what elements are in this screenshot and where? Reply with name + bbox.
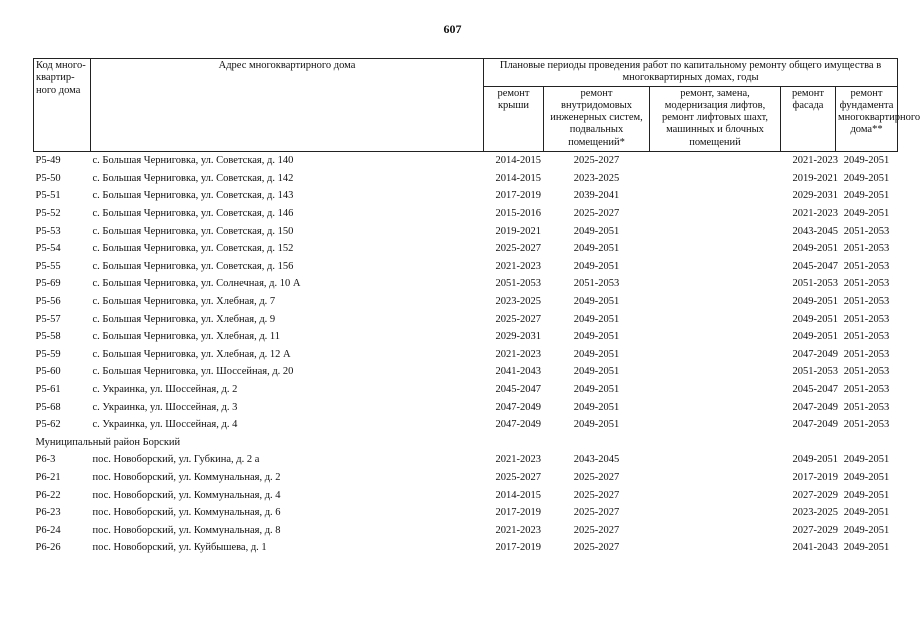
table-row <box>34 364 898 382</box>
row-utilities-period: 2049-2051 <box>573 348 620 360</box>
row-code: Р6-21 <box>35 471 61 483</box>
row-facade-period: 2021-2023 <box>792 155 838 167</box>
row-lifts-period <box>650 487 781 505</box>
row-lifts-period <box>650 399 781 417</box>
row-utilities-period: 2049-2051 <box>573 401 620 413</box>
row-address: пос. Новоборский, ул. Куйбышева, д. 1 <box>92 542 267 554</box>
row-address: с. Большая Черниговка, ул. Советская, д. 156 <box>92 260 294 272</box>
row-lifts-period <box>650 504 781 522</box>
row-foundation-period: 2051-2053 <box>843 348 890 360</box>
row-lifts-period <box>650 223 781 241</box>
table-row <box>34 170 898 188</box>
row-foundation-period: 2051-2053 <box>843 383 890 395</box>
row-facade-period: 2049-2051 <box>792 243 838 255</box>
row-code: Р5-69 <box>35 278 61 290</box>
row-code: Р5-68 <box>35 401 61 413</box>
row-address: с. Большая Черниговка, ул. Солнечная, д. 10 А <box>92 278 301 290</box>
row-facade-period: 2045-2047 <box>792 383 838 395</box>
row-lifts-period <box>650 452 781 470</box>
row-roof-period: 2045-2047 <box>495 383 541 395</box>
row-lifts-period <box>650 170 781 188</box>
row-roof-period: 2017-2019 <box>495 190 541 202</box>
row-utilities-period: 2051-2053 <box>573 278 620 290</box>
row-utilities-period: 2025-2027 <box>573 524 620 536</box>
row-utilities-period: 2043-2045 <box>573 454 620 466</box>
row-lifts-period <box>650 205 781 223</box>
row-roof-period: 2025-2027 <box>495 243 541 255</box>
row-address: с. Большая Черниговка, ул. Советская, д. 146 <box>92 208 294 220</box>
row-address: пос. Новоборский, ул. Коммунальная, д. 2 <box>92 471 281 483</box>
row-roof-period: 2025-2027 <box>495 471 541 483</box>
table-row <box>34 522 898 540</box>
row-address: с. Большая Черниговка, ул. Хлебная, д. 7 <box>92 295 276 307</box>
row-roof-period: 2047-2049 <box>495 401 541 413</box>
row-roof-period: 2051-2053 <box>495 278 541 290</box>
row-foundation-period: 2051-2053 <box>843 278 890 290</box>
row-address: с. Украинка, ул. Шоссейная, д. 4 <box>92 419 238 431</box>
row-address: с. Большая Черниговка, ул. Хлебная, д. 11 <box>92 331 281 343</box>
row-lifts-period <box>650 151 781 170</box>
row-address: с. Большая Черниговка, ул. Хлебная, д. 9 <box>92 313 276 325</box>
row-foundation-period: 2049-2051 <box>843 172 890 184</box>
row-address: пос. Новоборский, ул. Коммунальная, д. 8 <box>92 524 281 536</box>
row-roof-period: 2014-2015 <box>495 155 541 167</box>
row-code: Р6-3 <box>35 454 56 466</box>
row-foundation-period: 2049-2051 <box>843 507 890 519</box>
header-code: Код много-квартир-ного дома <box>34 59 91 152</box>
row-roof-period: 2041-2043 <box>495 366 541 378</box>
row-foundation-period: 2049-2051 <box>843 542 890 554</box>
row-foundation-period: 2049-2051 <box>843 471 890 483</box>
section-title: Муниципальный район Борский <box>35 436 181 448</box>
row-code: Р6-22 <box>35 489 61 501</box>
row-roof-period: 2021-2023 <box>495 454 541 466</box>
row-foundation-period: 2051-2053 <box>843 419 890 431</box>
table-row <box>34 311 898 329</box>
row-code: Р5-61 <box>35 383 61 395</box>
header-utilities: ремонт внутридомовых инженерных систем, подвальных помещений* <box>544 86 650 151</box>
row-facade-period: 2027-2029 <box>792 524 838 536</box>
row-foundation-period: 2051-2053 <box>843 260 890 272</box>
row-foundation-period: 2049-2051 <box>843 155 890 167</box>
row-lifts-period <box>650 381 781 399</box>
row-utilities-period: 2049-2051 <box>573 419 620 431</box>
row-lifts-period <box>650 241 781 259</box>
table-row <box>34 469 898 487</box>
page-number: 607 <box>443 22 462 36</box>
table-row <box>34 487 898 505</box>
row-facade-period: 2047-2049 <box>792 401 838 413</box>
row-foundation-period: 2049-2051 <box>843 190 890 202</box>
row-roof-period: 2014-2015 <box>495 489 541 501</box>
row-code: Р6-26 <box>35 542 61 554</box>
row-utilities-period: 2049-2051 <box>573 225 620 237</box>
row-lifts-period <box>650 188 781 206</box>
row-utilities-period: 2049-2051 <box>573 331 620 343</box>
row-utilities-period: 2049-2051 <box>573 313 620 325</box>
row-foundation-period: 2051-2053 <box>843 243 890 255</box>
table-header <box>34 59 920 152</box>
row-roof-period: 2021-2023 <box>495 524 541 536</box>
row-code: Р5-52 <box>35 208 61 220</box>
table-row <box>34 540 898 558</box>
row-lifts-period <box>650 469 781 487</box>
row-roof-period: 2029-2031 <box>495 331 541 343</box>
row-address: с. Большая Черниговка, ул. Шоссейная, д. 20 <box>92 366 294 378</box>
row-code: Р5-51 <box>35 190 61 202</box>
table-row <box>34 276 898 294</box>
table-row <box>34 381 898 399</box>
row-utilities-period: 2049-2051 <box>573 383 620 395</box>
row-foundation-period: 2049-2051 <box>843 454 890 466</box>
row-utilities-period: 2025-2027 <box>573 155 620 167</box>
row-lifts-period <box>650 522 781 540</box>
row-utilities-period: 2025-2027 <box>573 471 620 483</box>
row-lifts-period <box>650 540 781 558</box>
row-roof-period: 2021-2023 <box>495 348 541 360</box>
row-lifts-period <box>650 276 781 294</box>
row-code: Р5-59 <box>35 348 61 360</box>
row-lifts-period <box>650 329 781 347</box>
row-roof-period: 2021-2023 <box>495 260 541 272</box>
table-row <box>34 417 898 435</box>
row-foundation-period: 2049-2051 <box>843 208 890 220</box>
row-foundation-period: 2049-2051 <box>843 524 890 536</box>
row-address: с. Большая Черниговка, ул. Хлебная, д. 12 А <box>92 348 291 360</box>
row-utilities-period: 2025-2027 <box>573 208 620 220</box>
row-lifts-period <box>650 258 781 276</box>
row-facade-period: 2045-2047 <box>792 260 838 272</box>
row-foundation-period: 2051-2053 <box>843 313 890 325</box>
row-address: с. Большая Черниговка, ул. Советская, д. 140 <box>92 155 294 167</box>
row-utilities-period: 2049-2051 <box>573 243 620 255</box>
row-lifts-period <box>650 417 781 435</box>
table-row <box>34 346 898 364</box>
row-address: с. Большая Черниговка, ул. Советская, д. 150 <box>92 225 294 237</box>
row-address: пос. Новоборский, ул. Губкина, д. 2 а <box>92 454 260 466</box>
row-facade-period: 2049-2051 <box>792 454 838 466</box>
table-row <box>34 329 898 347</box>
row-address: с. Большая Черниговка, ул. Советская, д. 143 <box>92 190 294 202</box>
row-utilities-period: 2049-2051 <box>573 366 620 378</box>
row-address: с. Украинка, ул. Шоссейная, д. 3 <box>92 401 238 413</box>
row-roof-period: 2017-2019 <box>495 507 541 519</box>
row-utilities-period: 2025-2027 <box>573 489 620 501</box>
row-code: Р5-55 <box>35 260 61 272</box>
row-roof-period: 2014-2015 <box>495 172 541 184</box>
header-lifts: ремонт, замена, модернизация лифтов, ремонт лифтовых шахт, машинных и блочных помещений <box>650 86 781 151</box>
row-address: с. Большая Черниговка, ул. Советская, д. 152 <box>92 243 294 255</box>
table-row <box>34 151 898 170</box>
row-facade-period: 2029-2031 <box>792 190 838 202</box>
row-roof-period: 2023-2025 <box>495 295 541 307</box>
row-code: Р6-24 <box>35 524 61 536</box>
row-code: Р5-57 <box>35 313 61 325</box>
row-facade-period: 2041-2043 <box>792 542 838 554</box>
row-code: Р5-53 <box>35 225 61 237</box>
table-row <box>34 241 898 259</box>
row-roof-period: 2047-2049 <box>495 419 541 431</box>
table-row <box>34 223 898 241</box>
row-facade-period: 2051-2053 <box>792 278 838 290</box>
row-code: Р5-60 <box>35 366 61 378</box>
row-code: Р5-54 <box>35 243 61 255</box>
row-facade-period: 2051-2053 <box>792 366 838 378</box>
row-facade-period: 2023-2025 <box>792 507 838 519</box>
table-row <box>34 258 898 276</box>
row-code: Р5-58 <box>35 331 61 343</box>
row-lifts-period <box>650 293 781 311</box>
table-row <box>34 188 898 206</box>
row-foundation-period: 2051-2053 <box>843 295 890 307</box>
repair-schedule-table <box>33 58 920 557</box>
header-roof: ремонт крыши <box>484 86 544 151</box>
row-roof-period: 2025-2027 <box>495 313 541 325</box>
table-row <box>34 452 898 470</box>
row-code: Р5-49 <box>35 155 61 167</box>
header-address: Адрес многоквартирного дома <box>91 59 484 152</box>
row-roof-period: 2019-2021 <box>495 225 541 237</box>
table-row <box>34 399 898 417</box>
row-utilities-period: 2049-2051 <box>573 295 620 307</box>
row-utilities-period: 2023-2025 <box>573 172 620 184</box>
row-lifts-period <box>650 346 781 364</box>
row-address: с. Большая Черниговка, ул. Советская, д. 142 <box>92 172 294 184</box>
row-utilities-period: 2025-2027 <box>573 542 620 554</box>
row-address: пос. Новоборский, ул. Коммунальная, д. 4 <box>92 489 281 501</box>
row-code: Р5-62 <box>35 419 61 431</box>
row-code: Р5-50 <box>35 172 61 184</box>
row-roof-period: 2015-2016 <box>495 208 541 220</box>
row-roof-period: 2017-2019 <box>495 542 541 554</box>
row-facade-period: 2043-2045 <box>792 225 838 237</box>
row-facade-period: 2017-2019 <box>792 471 838 483</box>
section-row <box>34 434 898 452</box>
row-foundation-period: 2051-2053 <box>843 366 890 378</box>
row-facade-period: 2049-2051 <box>792 295 838 307</box>
row-facade-period: 2019-2021 <box>792 172 838 184</box>
header-periods: Плановые периоды проведения работ по капитальному ремонту общего имущества в многоквартирных домах, годы <box>484 59 898 87</box>
row-facade-period: 2027-2029 <box>792 489 838 501</box>
row-utilities-period: 2039-2041 <box>573 190 620 202</box>
row-code: Р5-56 <box>35 295 61 307</box>
row-foundation-period: 2051-2053 <box>843 331 890 343</box>
table-row <box>34 293 898 311</box>
row-address: пос. Новоборский, ул. Коммунальная, д. 6 <box>92 507 281 519</box>
header-foundation: ремонт фундамента многоквартирного дома** <box>836 86 898 151</box>
row-facade-period: 2049-2051 <box>792 313 838 325</box>
table-body <box>34 151 898 557</box>
header-facade: ремонт фасада <box>781 86 836 151</box>
row-code: Р6-23 <box>35 507 61 519</box>
row-facade-period: 2047-2049 <box>792 419 838 431</box>
row-utilities-period: 2025-2027 <box>573 507 620 519</box>
row-utilities-period: 2049-2051 <box>573 260 620 272</box>
row-lifts-period <box>650 364 781 382</box>
row-facade-period: 2021-2023 <box>792 208 838 220</box>
row-facade-period: 2047-2049 <box>792 348 838 360</box>
row-facade-period: 2049-2051 <box>792 331 838 343</box>
row-address: с. Украинка, ул. Шоссейная, д. 2 <box>92 383 238 395</box>
row-lifts-period <box>650 311 781 329</box>
row-foundation-period: 2051-2053 <box>843 401 890 413</box>
row-foundation-period: 2049-2051 <box>843 489 890 501</box>
table-row <box>34 504 898 522</box>
row-foundation-period: 2051-2053 <box>843 225 890 237</box>
table-row <box>34 205 898 223</box>
